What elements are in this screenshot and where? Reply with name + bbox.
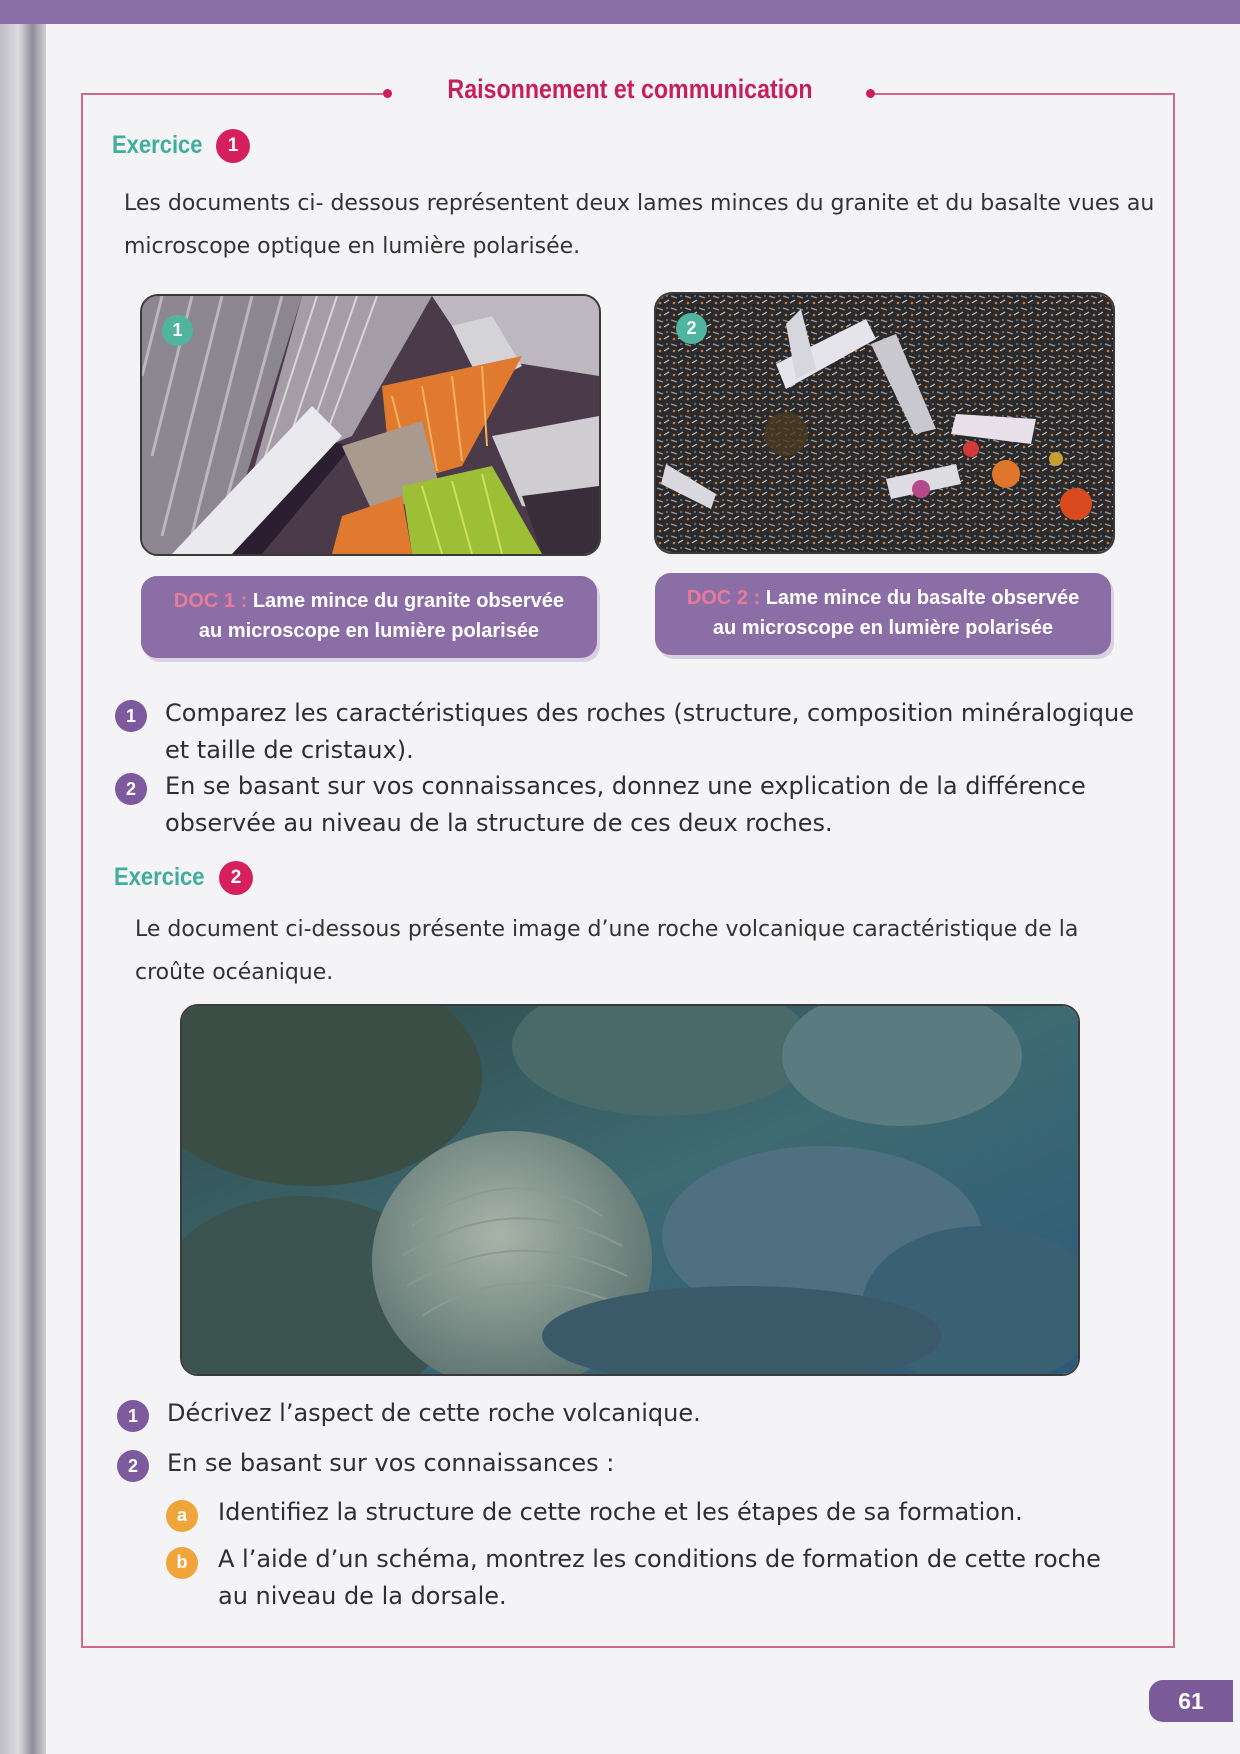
ex2-subquestion-b-line2: au niveau de la dorsale. xyxy=(218,1582,507,1610)
ex2-question-2-line1: En se basant sur vos connaissances : xyxy=(167,1449,615,1477)
doc-2-caption xyxy=(655,573,1111,655)
title-dot-left xyxy=(383,89,392,98)
page-number: 61 xyxy=(1149,1680,1233,1722)
exercise-2-number: 2 xyxy=(219,861,253,895)
granite-thin-section-image xyxy=(140,294,601,556)
top-color-band xyxy=(0,0,1240,24)
doc-1-label: DOC 1 : xyxy=(173,590,248,612)
book-spine xyxy=(0,0,46,1754)
doc-2-image-badge: 2 xyxy=(676,313,707,344)
exercise-1-intro-line2: microscope optique en lumière polarisée. xyxy=(124,234,581,259)
ex1-question-1-line2: et taille de cristaux). xyxy=(165,736,414,764)
ex2-subquestion-a-badge: a xyxy=(166,1500,198,1532)
exercise-1-intro-line1: Les documents ci- dessous représentent deux lames minces du granite et du basalte vues au xyxy=(124,191,1155,216)
exercise-2-label: Exercice xyxy=(114,863,205,891)
ex1-question-1-line1: Comparez les caractéristiques des roches (structure, composition minéralogique xyxy=(165,699,1134,727)
ex2-question-1-line1: Décrivez l’aspect de cette roche volcanique. xyxy=(167,1399,701,1427)
exercise-2-intro-line1: Le document ci-dessous présente image d’une roche volcanique caractéristique de la xyxy=(135,917,1079,942)
ex2-subquestion-b-line1: A l’aide d’un schéma, montrez les conditions de formation de cette roche xyxy=(218,1545,1101,1573)
exercise-1-number: 1 xyxy=(216,129,250,163)
doc-1-caption-line1: Lame mince du granite observée xyxy=(252,590,565,612)
doc-1-image-badge: 1 xyxy=(162,315,193,346)
doc-2-label: DOC 2 : xyxy=(686,587,761,609)
frame-top-right-rule xyxy=(868,93,1173,95)
ex2-subquestion-b-badge: b xyxy=(166,1547,198,1579)
doc-2-caption-line2: au microscope en lumière polarisée xyxy=(712,617,1054,639)
title-dot-right xyxy=(866,89,875,98)
doc-2-caption-line1: Lame mince du basalte observée xyxy=(765,587,1080,609)
pillow-lava-image xyxy=(180,1004,1080,1376)
ex2-subquestion-a-line1: Identifiez la structure de cette roche et les étapes de sa formation. xyxy=(218,1498,1023,1526)
ex1-question-1-badge: 1 xyxy=(115,700,147,732)
exercise-2-intro-line2: croûte océanique. xyxy=(135,960,334,985)
ex1-question-2-line1: En se basant sur vos connaissances, donnez une explication de la différence xyxy=(165,772,1086,800)
frame-top-left-rule xyxy=(81,93,386,95)
doc-1-caption xyxy=(141,576,597,658)
section-title: Raisonnement et communication xyxy=(447,74,813,104)
ex2-question-1-badge: 1 xyxy=(117,1400,149,1432)
ex1-question-2-line2: observée au niveau de la structure de ces deux roches. xyxy=(165,809,833,837)
ex2-question-2-badge: 2 xyxy=(117,1450,149,1482)
basalt-thin-section-image xyxy=(654,292,1115,554)
ex1-question-2-badge: 2 xyxy=(115,773,147,805)
doc-1-caption-line2: au microscope en lumière polarisée xyxy=(198,620,540,642)
exercise-1-label: Exercice xyxy=(112,131,203,159)
